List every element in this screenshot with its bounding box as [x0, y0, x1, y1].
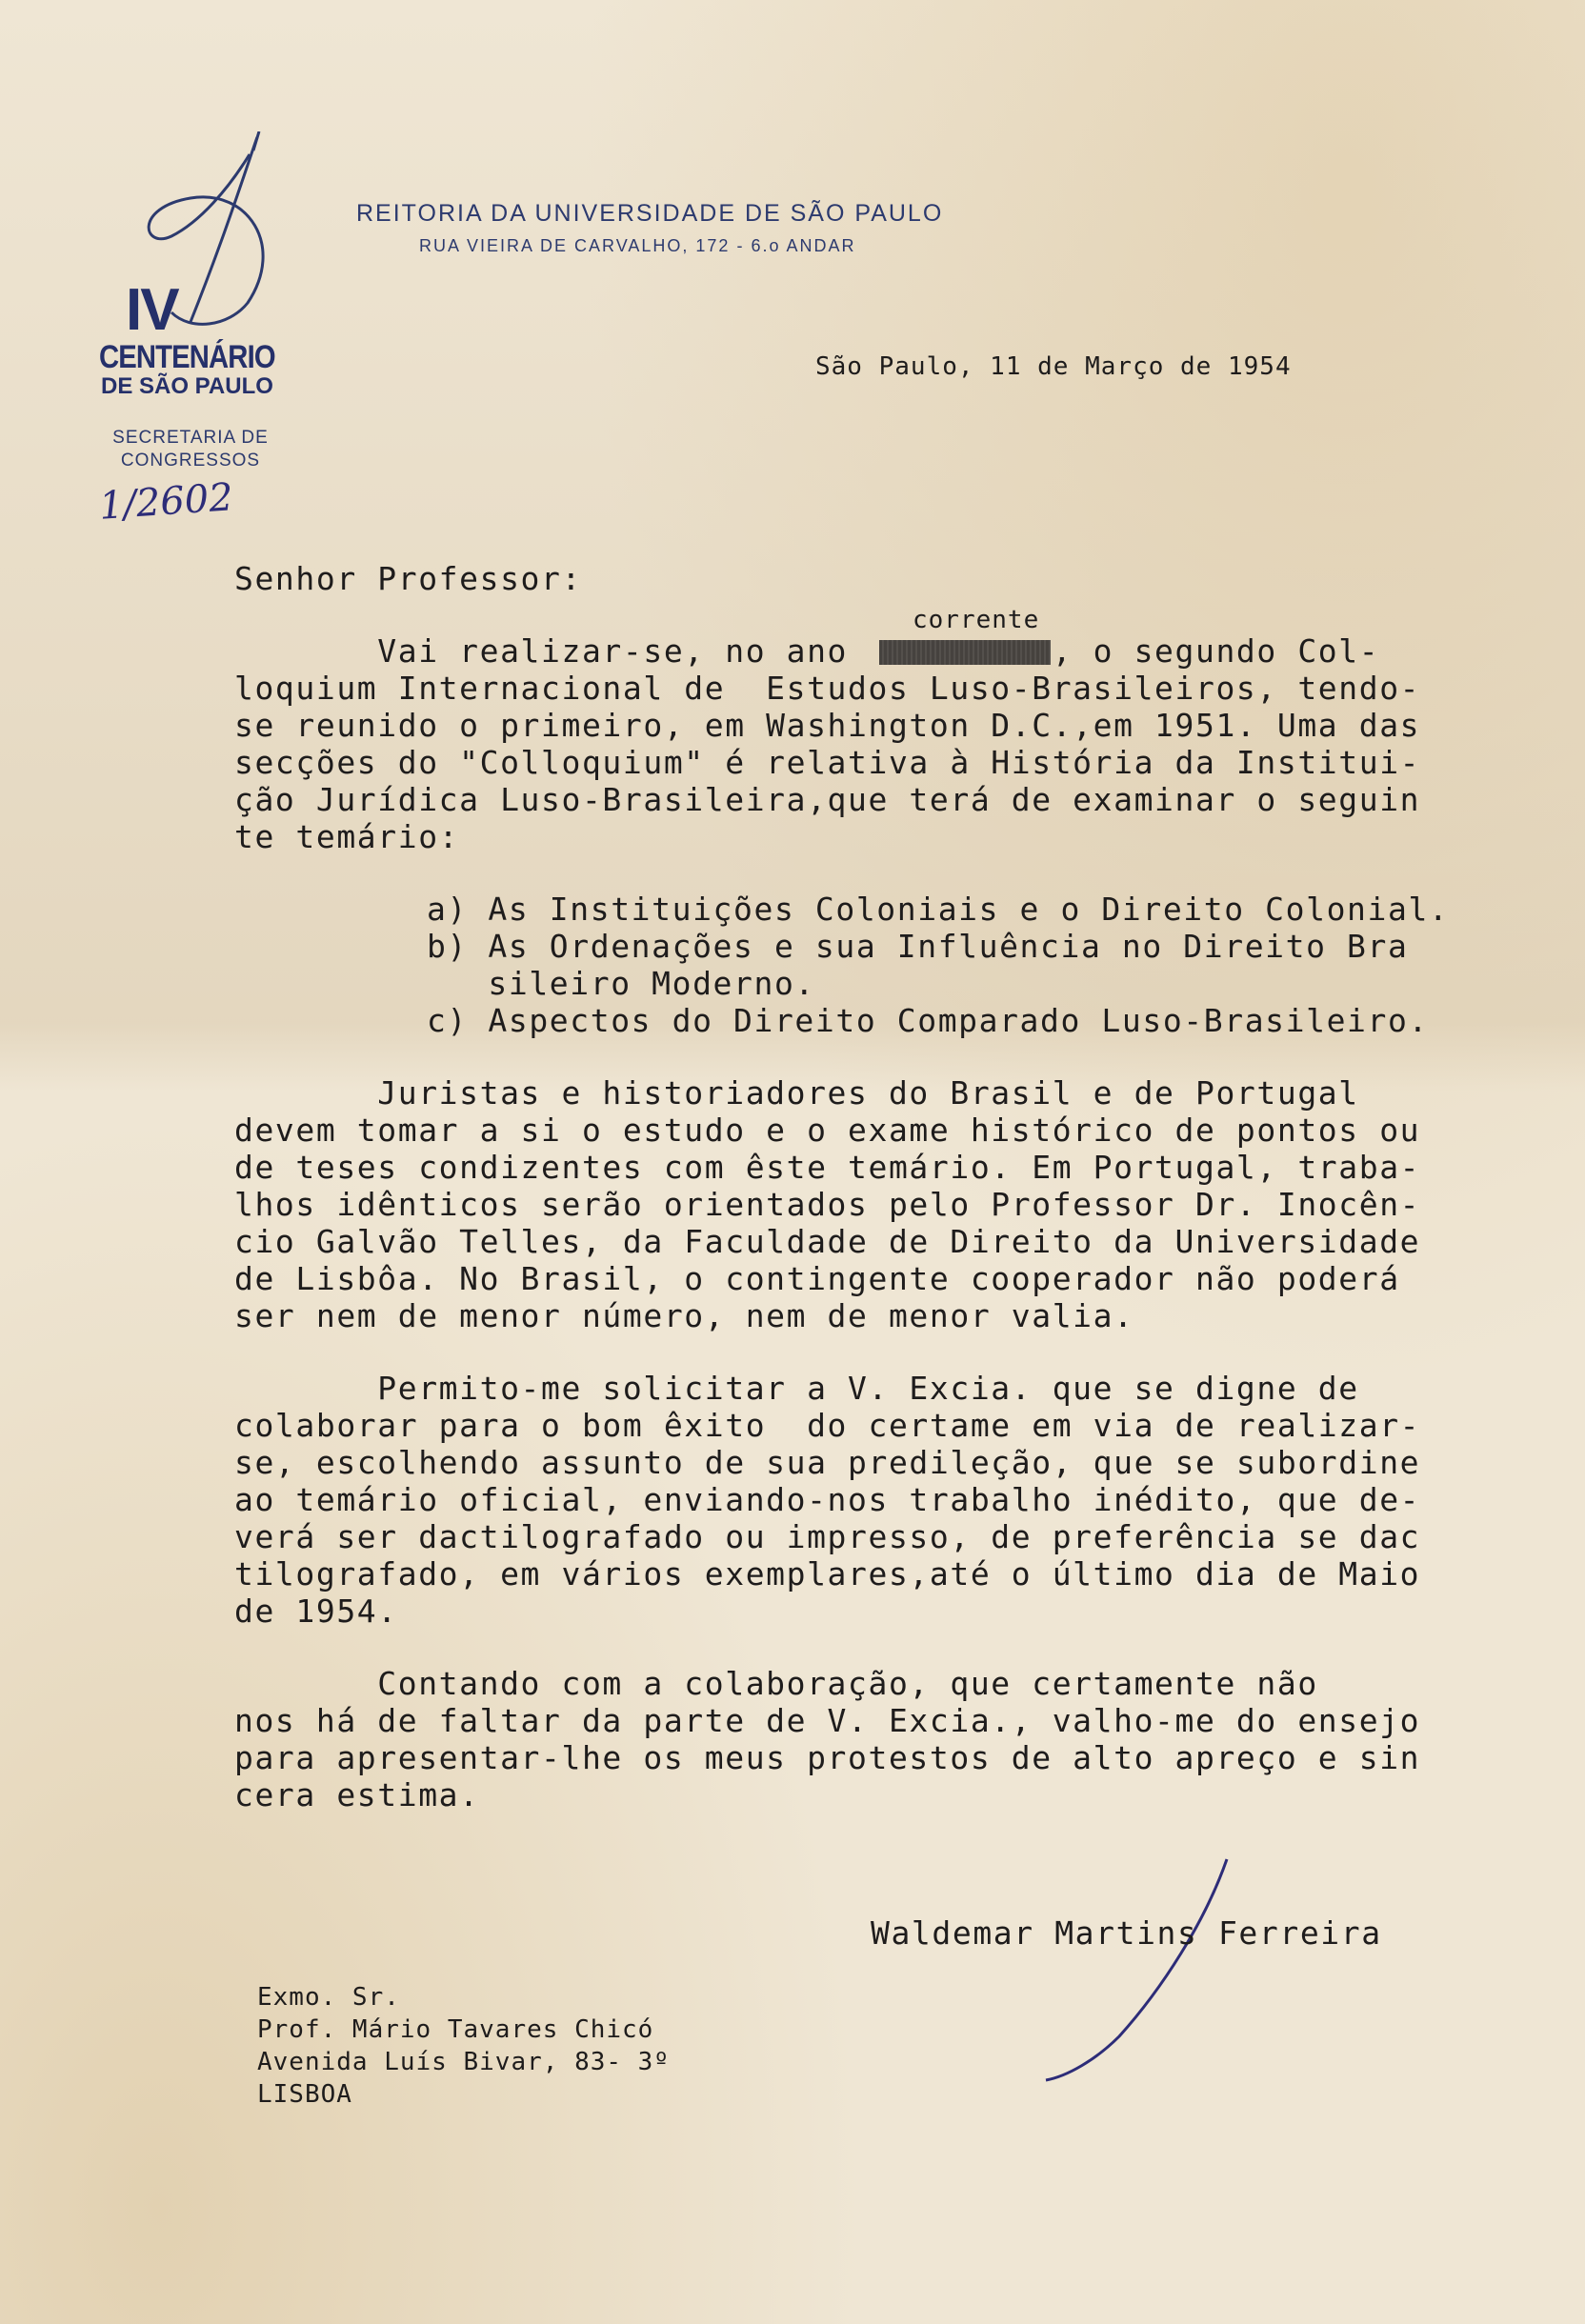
- logo-de-sao-paulo: DE SÃO PAULO: [101, 373, 273, 399]
- signature-stroke-icon: [1000, 1855, 1238, 2084]
- institution-heading: REITORIA DA UNIVERSIDADE DE SÃO PAULO: [356, 200, 944, 227]
- correction-word: corrente: [913, 606, 1040, 634]
- paragraph-line: ser nem de menor número, nem de menor valia.: [234, 1297, 1134, 1334]
- department-label: [97, 427, 284, 472]
- list-item: c) Aspectos do Direito Comparado Luso-Brasileiro.: [427, 1002, 1429, 1039]
- institution-address: RUA VIEIRA DE CARVALHO, 172 - 6.o ANDAR: [419, 236, 856, 255]
- paragraph-line: verá ser dactilografado ou impresso, de preferência se dac: [234, 1518, 1421, 1555]
- date-line: São Paulo, 11 de Março de 1954: [815, 352, 1292, 381]
- paragraph-line: ção Jurídica Luso-Brasileira,que terá de examinar o seguin: [234, 781, 1421, 818]
- paragraph-line: cera estima.: [234, 1776, 480, 1813]
- recipient-line: Exmo. Sr.: [257, 1983, 400, 2012]
- list-item: sileiro Moderno.: [427, 965, 815, 1002]
- paragraph-line: tilografado, em vários exemplares,até o último dia de Maio: [234, 1555, 1421, 1593]
- paragraph-line: de Lisbôa. No Brasil, o contingente cooperador não poderá: [234, 1260, 1400, 1297]
- signatory-name: Waldemar Martins Ferreira: [871, 1914, 1382, 1952]
- list-item: b) As Ordenações e sua Influência no Direito Bra: [427, 928, 1409, 965]
- paragraph-line: Juristas e historiadores do Brasil e de Portugal: [234, 1074, 1359, 1112]
- paragraph-line: para apresentar-lhe os meus protestos de alto apreço e sin: [234, 1739, 1421, 1776]
- paragraph-line: de teses condizentes com êste temário. Em Portugal, traba-: [234, 1149, 1421, 1186]
- paragraph-line: colaborar para o bom êxito do certame em via de realizar-: [234, 1407, 1421, 1444]
- salutation: Senhor Professor:: [234, 560, 582, 597]
- paragraph-line: te temário:: [234, 818, 460, 855]
- paragraph-line: cio Galvão Telles, da Faculdade de Direito da Universidade: [234, 1223, 1421, 1260]
- paragraph-line: Vai realizar-se, no ano , o segundo Col-: [234, 632, 1380, 670]
- recipient-line: Avenida Luís Bivar, 83- 3º: [257, 2048, 670, 2076]
- paragraph-line: de 1954.: [234, 1593, 398, 1630]
- paragraph-line: Permito-me solicitar a V. Excia. que se digne de: [234, 1370, 1359, 1407]
- recipient-line: LISBOA: [257, 2080, 352, 2109]
- logo-centenario: CENTENÁRIO: [99, 339, 275, 375]
- paragraph-line: lhos idênticos serão orientados pelo Professor Dr. Inocên-: [234, 1186, 1421, 1223]
- paragraph-line: Contando com a colaboração, que certamente não: [234, 1665, 1318, 1702]
- paragraph-line: se, escolhendo assunto de sua predileção, que se subordine: [234, 1444, 1421, 1481]
- department-line-1: SECRETARIA DE: [112, 428, 269, 448]
- list-item: a) As Instituições Coloniais e o Direito Colonial.: [427, 891, 1450, 928]
- paragraph-line: loquium Internacional de Estudos Luso-Brasileiros, tendo-: [234, 670, 1421, 707]
- department-line-2: CONGRESSOS: [120, 451, 261, 471]
- paragraph-line: nos há de faltar da parte de V. Excia., valho-me do ensejo: [234, 1702, 1421, 1739]
- paragraph-line: ao temário oficial, enviando-nos trabalho inédito, que de-: [234, 1481, 1421, 1518]
- handwritten-reference: 1/2602: [97, 475, 235, 529]
- paragraph-line: secções do "Colloquium" é relativa à História da Institui-: [234, 744, 1421, 781]
- paragraph-line: se reunido o primeiro, em Washington D.C.,em 1951. Uma das: [234, 707, 1421, 744]
- paragraph-line: devem tomar a si o estudo e o exame histórico de pontos ou: [234, 1112, 1421, 1149]
- recipient-line: Prof. Mário Tavares Chicó: [257, 2015, 654, 2044]
- logo-iv: IV: [126, 277, 178, 343]
